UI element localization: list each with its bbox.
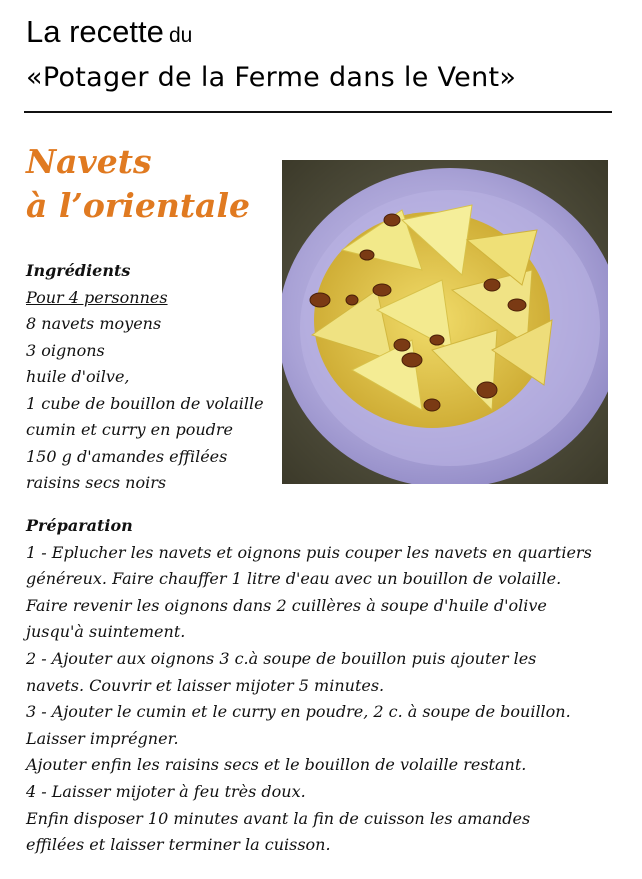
dish-photo-icon — [282, 160, 608, 484]
header-title-small: du — [168, 24, 193, 47]
preparation-line: jusqu'à suintement. — [26, 622, 186, 642]
ingredient-item: 150 g d'amandes effilées — [26, 446, 228, 466]
ingredient-item: 8 navets moyens — [26, 314, 162, 333]
ingredients-section — [26, 258, 286, 497]
preparation-line: Faire revenir les oignons dans 2 cuillères à soupe d'huile d'olive — [26, 595, 547, 615]
header-divider — [24, 111, 612, 113]
ingredient-item: huile d'oilve, — [26, 367, 130, 386]
preparation-line: Enfin disposer 10 minutes avant la fin de cuisson les amandes — [26, 808, 531, 828]
preparation-section — [26, 513, 626, 859]
servings-label: Pour 4 personnes — [26, 287, 168, 307]
header-title: La recette — [26, 14, 164, 49]
preparation-heading: Préparation — [26, 516, 133, 535]
recipe-title-line-2: à l’orientale — [26, 186, 250, 225]
preparation-line: 1 - Eplucher les navets et oignons puis couper les navets en quartiers — [26, 542, 592, 562]
preparation-line: 3 - Ajouter le cumin et le curry en poudre, 2 c. à soupe de bouillon. — [26, 702, 571, 722]
ingredient-item: cumin et curry en poudre — [26, 420, 234, 439]
preparation-line: 2 - Ajouter aux oignons 3 c.à soupe de bouillon puis ajouter les — [26, 648, 537, 668]
preparation-line: généreux. Faire chauffer 1 litre d'eau avec un bouillon de volaille. — [26, 569, 562, 589]
ingredients-heading: Ingrédients — [26, 261, 131, 280]
recipe-title — [26, 140, 276, 228]
header-line-1 — [26, 14, 616, 56]
ingredient-item: raisins secs noirs — [26, 473, 167, 492]
ingredient-item: 3 oignons — [26, 340, 105, 360]
preparation-line: effilées et laisser terminer la cuisson. — [26, 835, 331, 855]
header-subtitle: «Potager de la Ferme dans le Vent» — [26, 62, 517, 93]
preparation-line: Ajouter enfin les raisins secs et le bouillon de volaille restant. — [26, 755, 527, 775]
preparation-line: Laisser imprégner. — [26, 728, 179, 748]
recipe-title-line-1: Navets — [26, 142, 152, 181]
dish-photo — [282, 160, 608, 484]
preparation-line: navets. Couvrir et laisser mijoter 5 minutes. — [26, 675, 385, 695]
preparation-line: 4 - Laisser mijoter à feu très doux. — [26, 781, 306, 801]
page-header — [26, 14, 616, 93]
ingredient-item: 1 cube de bouillon de volaille — [26, 393, 264, 413]
